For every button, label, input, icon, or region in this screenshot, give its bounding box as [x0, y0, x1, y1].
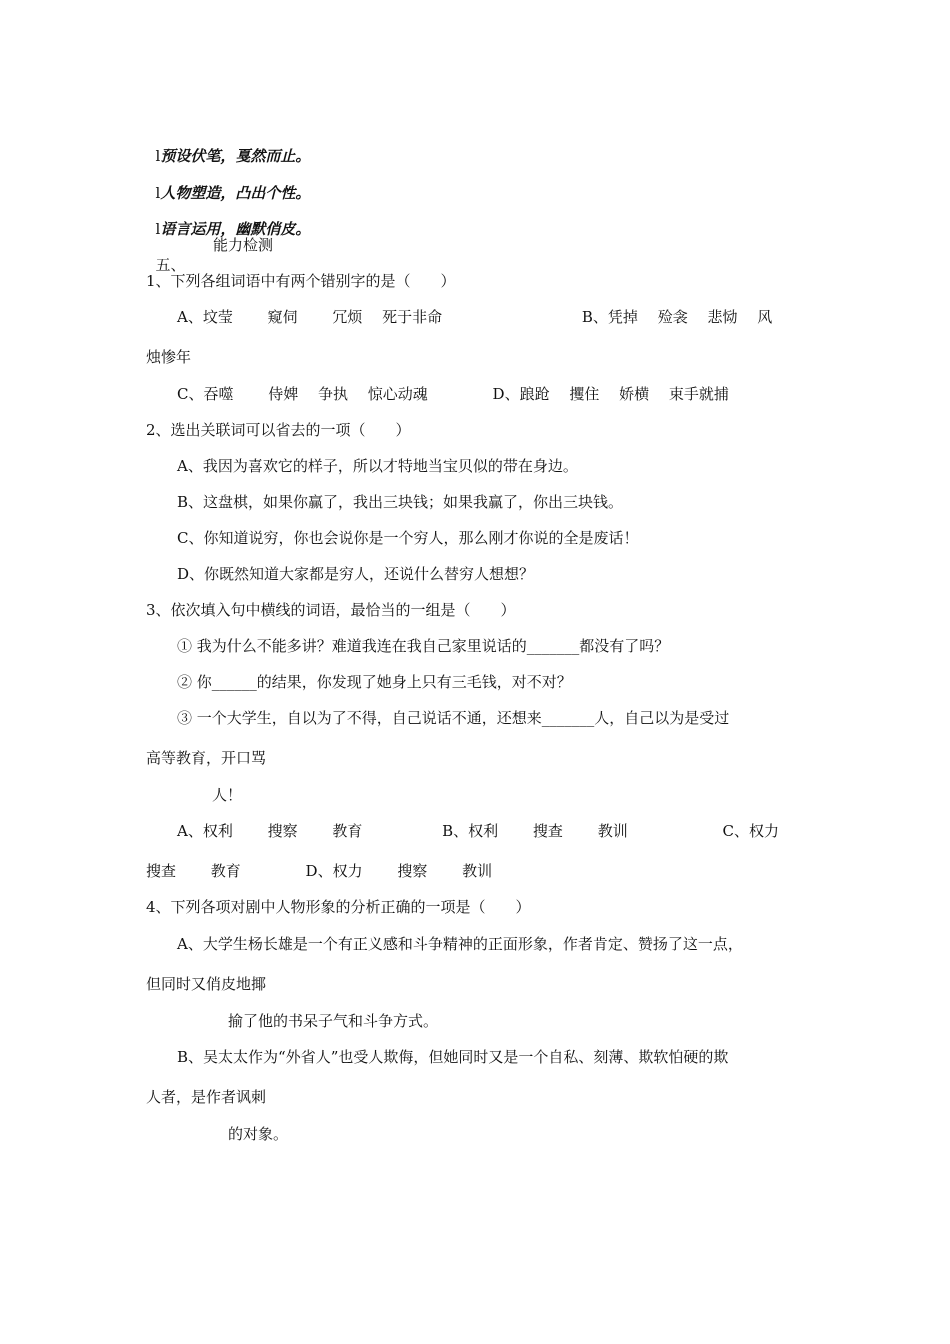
tip-line-2: [146, 163, 310, 203]
q1-options-line-2: 烛惨年: [146, 348, 192, 366]
q3-sentence-1: ① 我为什么不能多讲？难道我连在我自己家里说话的_______都没有了吗？: [177, 637, 670, 655]
q3-options-line-1: A、权利 搜察 教育 B、权利 搜查 教训 C、权力: [177, 822, 779, 840]
q3-sentence-3-line-2: 高等教育，开口骂: [146, 749, 267, 767]
q2-option-b: B、这盘棋，如果你赢了，我出三块钱；如果我赢了，你出三块钱。: [177, 493, 624, 511]
q1-stem: 1、下列各组词语中有两个错别字的是（ ）: [146, 272, 456, 290]
q3-stem: 3、依次填入句中横线的词语，最恰当的一组是（ ）: [146, 601, 516, 619]
q3-sentence-3-line-3: 人！: [212, 786, 243, 804]
section-heading: [146, 235, 186, 275]
q3-sentence-2: ② 你______的结果，你发现了她身上只有三毛钱，对不对？: [177, 673, 572, 691]
q1-options-line-3: C、吞噬 侍婢 争执 惊心动魂 D、踉跄 攫住 娇横 束手就捕: [177, 385, 729, 403]
tip-text: 语言运用，幽默俏皮。: [160, 220, 311, 238]
q4-option-b-line-3: 的对象。: [228, 1125, 289, 1143]
tip-bullet: l: [155, 184, 161, 202]
tip-bullet: l: [155, 147, 161, 165]
q4-option-a-line-1: A、大学生杨长雄是一个有正义感和斗争精神的正面形象，作者肯定、赞扬了这一点，: [177, 935, 743, 953]
q1-options-line-1: A、坟莹 窥伺 冗烦 死于非命 B、凭掉 殓衾 悲恸 风: [177, 308, 773, 326]
tip-bullet: l: [155, 220, 161, 238]
q2-option-a: A、我因为喜欢它的样子，所以才特地当宝贝似的带在身边。: [177, 457, 578, 475]
tip-line-1: [146, 126, 310, 166]
q3-options-line-2: 搜查 教育 D、权力 搜察 教训: [146, 862, 493, 880]
q4-option-a-line-2: 但同时又俏皮地揶: [146, 975, 267, 993]
q4-option-b-line-1: B、吴太太作为“外省人”也受人欺侮，但她同时又是一个自私、刻薄、欺软怕硬的欺: [177, 1048, 729, 1066]
section-number: 五、: [155, 256, 186, 274]
q3-sentence-3-line-1: ③ 一个大学生，自以为了不得，自己说话不通，还想来_______人，自己以为是受过: [177, 709, 730, 727]
tip-text: 预设伏笔，戛然而止。: [160, 147, 311, 165]
q4-option-b-line-2: 人者，是作者讽刺: [146, 1088, 267, 1106]
q2-stem: 2、选出关联词可以省去的一项（ ）: [146, 421, 411, 439]
tip-text: 人物塑造，凸出个性。: [160, 184, 311, 202]
q2-option-c: C、你知道说穷，你也会说你是一个穷人，那么刚才你说的全是废话！: [177, 529, 639, 547]
q4-option-a-line-3: 揄了他的书呆子气和斗争方式。: [228, 1012, 439, 1030]
tip-line-3: [146, 199, 310, 239]
section-title: 能力检测: [213, 236, 274, 254]
q4-stem: 4、下列各项对剧中人物形象的分析正确的一项是（ ）: [146, 898, 531, 916]
q2-option-d: D、你既然知道大家都是穷人，还说什么替穷人想想？: [177, 565, 535, 583]
